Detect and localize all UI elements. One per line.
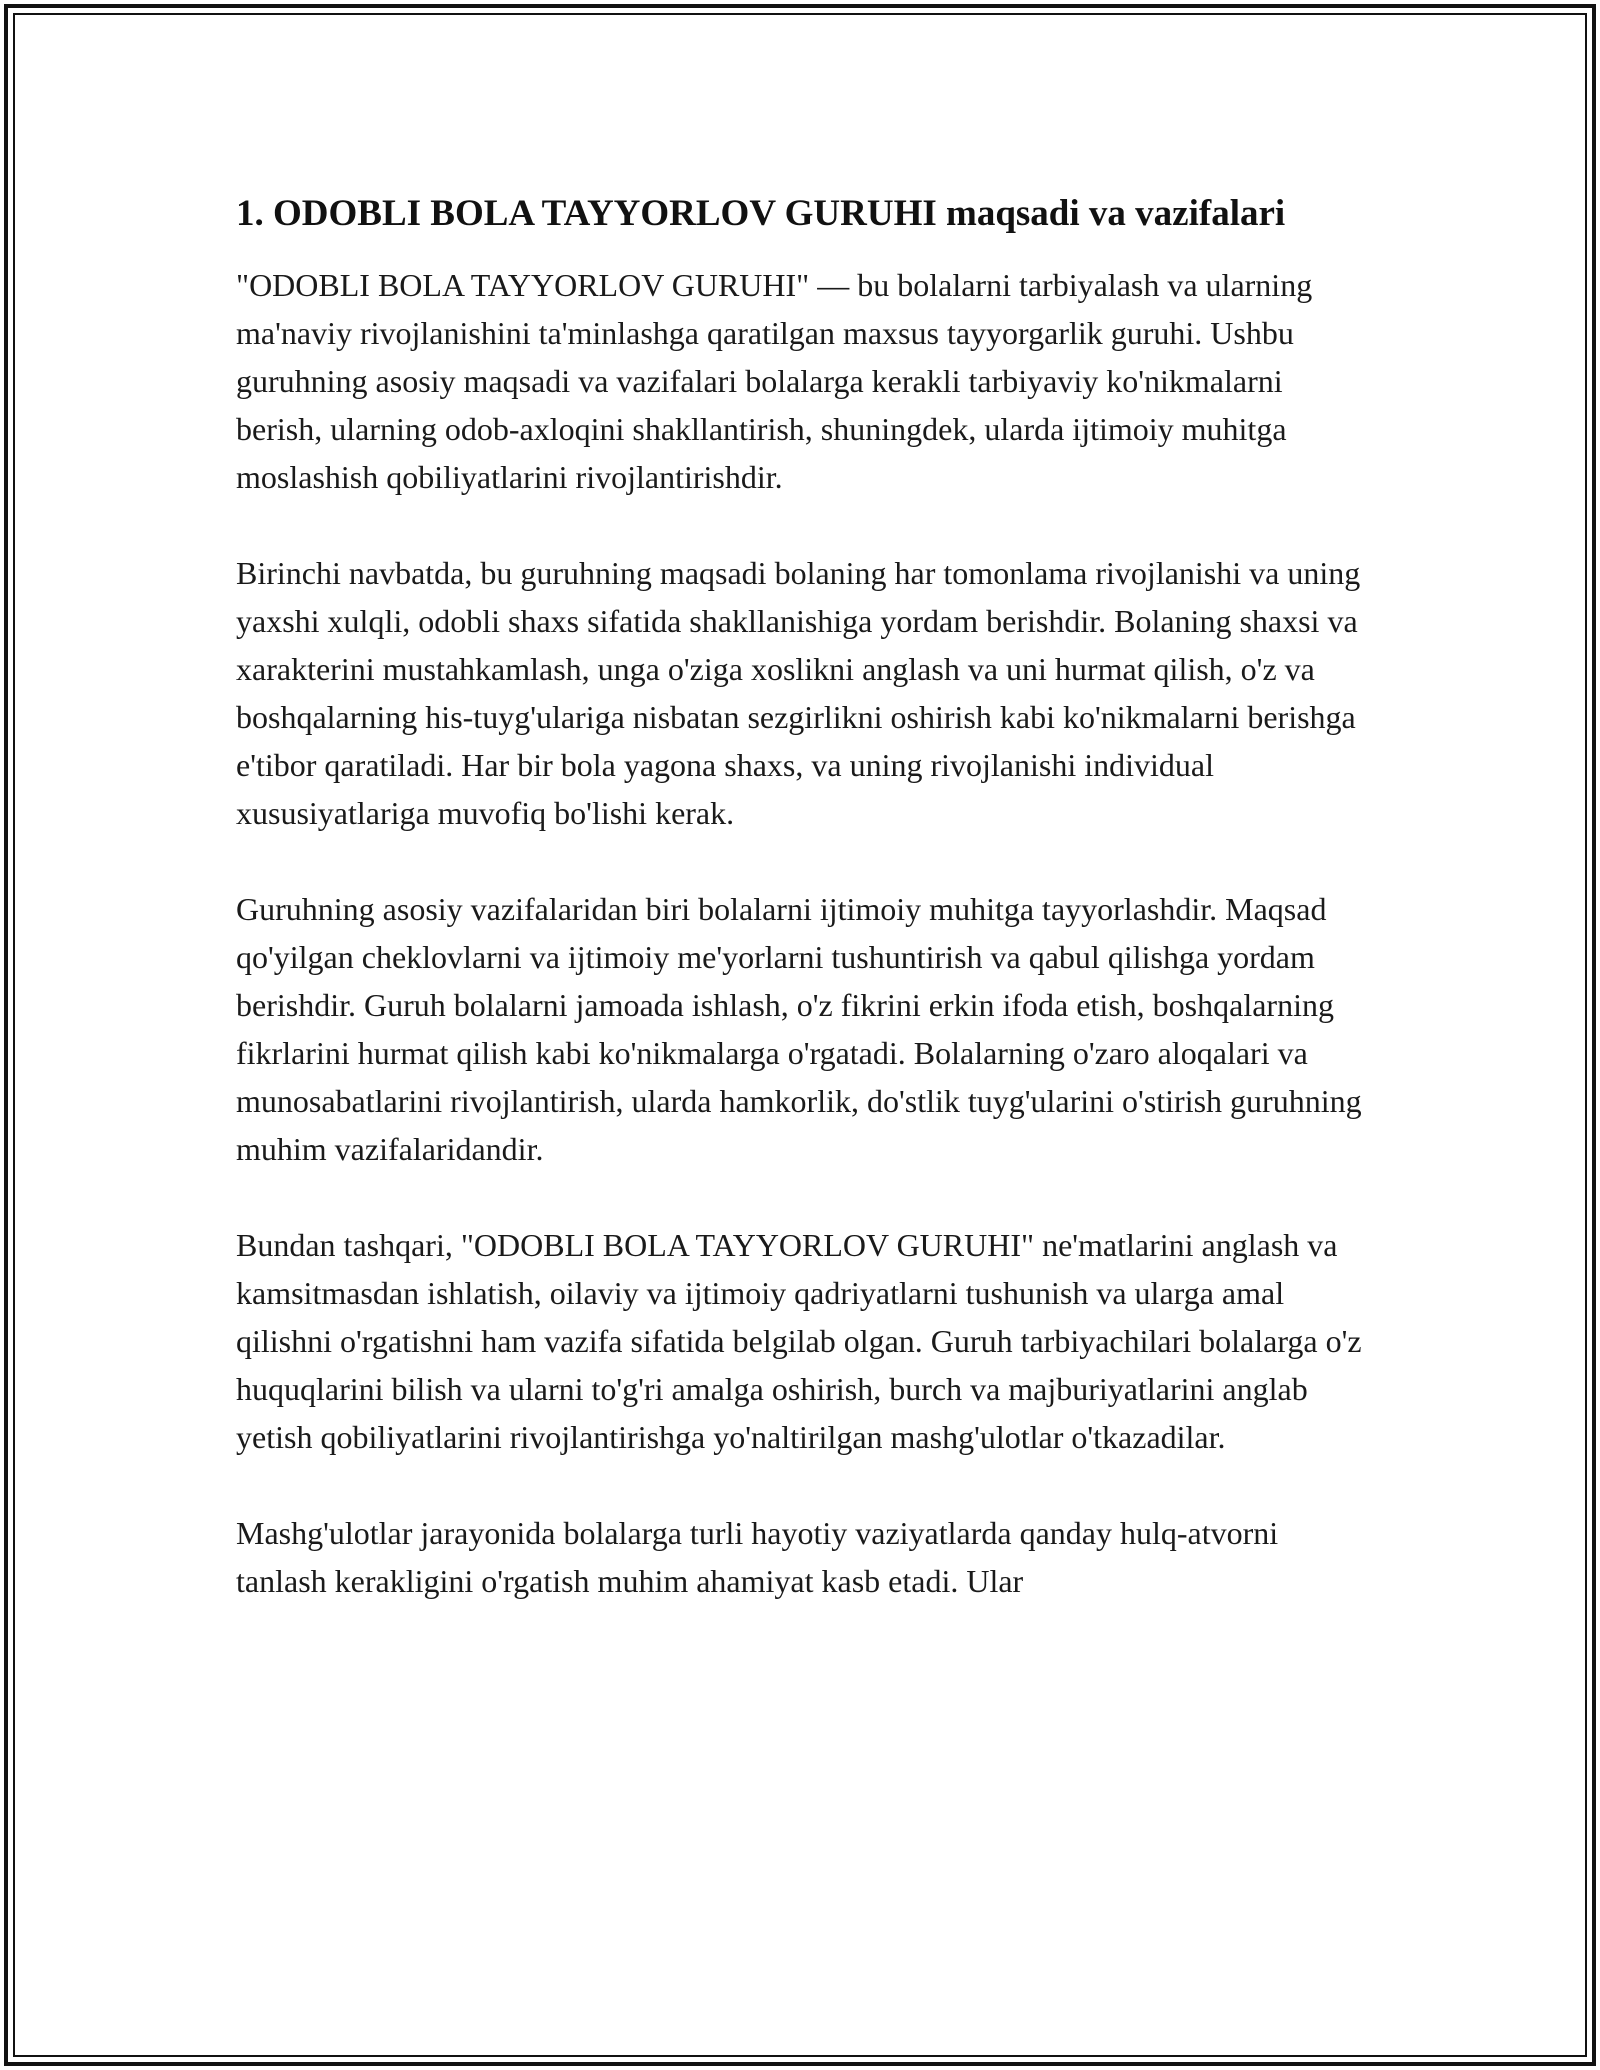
paragraph-5: Mashg'ulotlar jarayonida bolalarga turli hayotiy vaziyatlarda qanday hulq-atvorni tanlash kerakligini o'rgatish muhim ahamiyat kasb etadi. Ular (236, 1515, 1279, 1599)
paragraph-1: "ODOBLI BOLA TAYYORLOV GURUHI" — bu bolalarni tarbiyalash va ularning ma'naviy rivojlanishini ta'minlashga qaratilgan maxsus tayyorgarlik guruhi. Ushbu guruhning asosiy maqsadi va vazifalari bolalarga kerakli tarbiyaviy ko'nikmalarni berish, ularning odob-axloqini shakllantirish, shuningdek, ularda ijtimoiy muhitga moslashish qobiliyatlarini rivojlantirishdir. (236, 267, 1313, 495)
paragraph-4: Bundan tashqari, "ODOBLI BOLA TAYYORLOV GURUHI" ne'matlarini anglash va kamsitmasdan ishlatish, oilaviy va ijtimoiy qadriyatlarni tushunish va ularga amal qilishni o'rgatishni ham vazifa sifatida belgilab olgan. Guruh tarbiyachilari bolalarga o'z huquqlarini bilish va ularni to'g'ri amalga oshirish, burch va majburiyatlarini anglab yetish qobiliyatlarini rivojlantirishga yo'naltirilgan mashg'ulotlar o'tkazadilar. (236, 1227, 1362, 1455)
document-body (236, 186, 1366, 1653)
section-heading: 1. ODOBLI BOLA TAYYORLOV GURUHI maqsadi va vazifalari (236, 193, 1286, 234)
paragraph-2: Birinchi navbatda, bu guruhning maqsadi bolaning har tomonlama rivojlanishi va uning yaxshi xulqli, odobli shaxs sifatida shakllanishiga yordam berishdir. Bolaning shaxsi va xarakterini mustahkamlash, unga o'ziga xoslikni anglash va uni hurmat qilish, o'z va boshqalarning his-tuyg'ulariga nisbatan sezgirlikni oshirish kabi ko'nikmalarni berishga e'tibor qaratiladi. Har bir bola yagona shaxs, va uning rivojlanishi individual xususiyatlariga muvofiq bo'lishi kerak. (236, 555, 1361, 831)
paragraph-3: Guruhning asosiy vazifalaridan biri bolalarni ijtimoiy muhitga tayyorlashdir. Maqsad qo'yilgan cheklovlarni va ijtimoiy me'yorlarni tushuntirish va qabul qilishga yordam berishdir. Guruh bolalarni jamoada ishlash, o'z fikrini erkin ifoda etish, boshqalarning fikrlarini hurmat qilish kabi ko'nikmalarga o'rgatadi. Bolalarning o'zaro aloqalari va munosabatlarini rivojlantirish, ularda hamkorlik, do'stlik tuyg'ularini o'stirish guruhning muhim vazifalaridandir. (236, 891, 1362, 1167)
